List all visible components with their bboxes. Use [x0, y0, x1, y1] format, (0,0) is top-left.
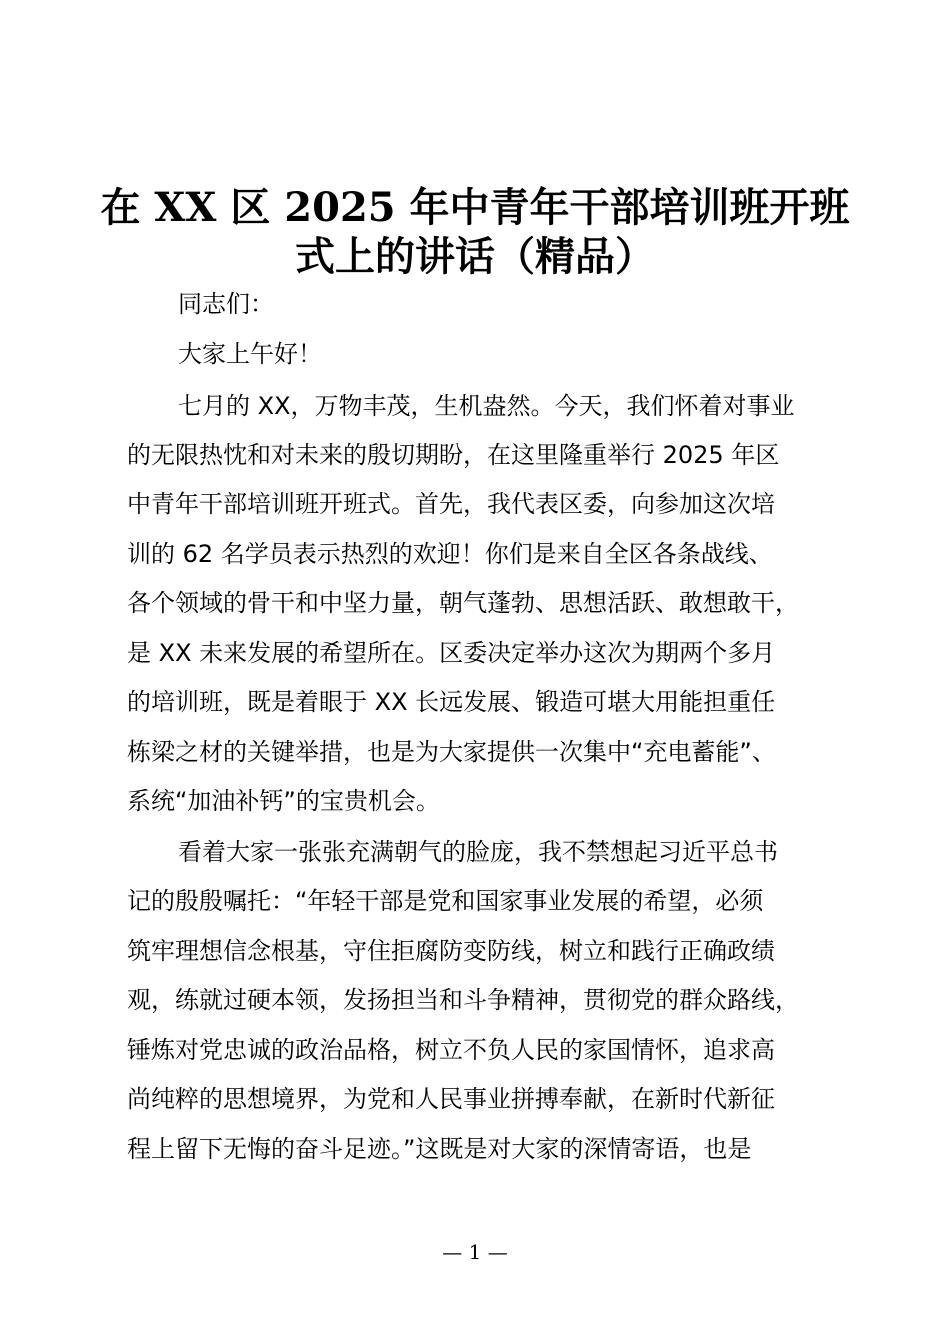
paragraph-2-line-7: 程上留下无悔的奋斗足迹。”这既是对大家的深情寄语，也是: [127, 1135, 752, 1163]
paragraph-2-line-6: 尚纯粹的思想境界，为党和人民事业拼搏奉献，在新时代新征: [127, 1085, 775, 1113]
document-title-line-2: 式上的讲话（精品）: [295, 233, 655, 280]
paragraph-2-line-3: 筑牢理想信念根基，守住拒腐防变防线，树立和践行正确政绩: [127, 937, 775, 965]
paragraph-1-line-1: 七月的 XX，万物丰茂，生机盎然。今天，我们怀着对事业: [178, 392, 795, 420]
paragraph-1-line-9: 系统“加油补钙”的宝贵机会。: [127, 787, 440, 815]
paragraph-2-line-5: 锤炼对党忠诚的政治品格，树立不负人民的家国情怀，追求高: [127, 1036, 775, 1064]
document-title-line-1: 在 XX 区 2025 年中青年干部培训班开班: [100, 184, 850, 231]
paragraph-1-line-5: 各个领域的骨干和中坚力量，朝气蓬勃、思想活跃、敢想敢干，: [127, 589, 799, 617]
paragraph-1-line-7: 的培训班，既是着眼于 XX 长远发展、锻造可堪大用能担重任: [127, 688, 776, 716]
paragraph-1-line-2: 的无限热忱和对未来的殷切期盼，在这里隆重举行 2025 年区: [127, 441, 780, 469]
paragraph-1-line-8: 栋梁之材的关键举措，也是为大家提供一次集中“充电蓄能”、: [127, 738, 776, 766]
paragraph-1-line-4: 训的 62 名学员表示热烈的欢迎！你们是来自全区各条战线、: [127, 540, 773, 568]
paragraph-2-line-1: 看着大家一张张充满朝气的脸庞，我不禁想起习近平总书: [178, 838, 778, 866]
paragraph-1-line-3: 中青年干部培训班开班式。首先，我代表区委，向参加这次培: [127, 490, 775, 518]
paragraph-2-line-4: 观，练就过硬本领，发扬担当和斗争精神，贯彻党的群众路线，: [127, 986, 799, 1014]
paragraph-2-line-2: 记的殷殷嘱托：“年轻干部是党和国家事业发展的希望，必须: [127, 887, 764, 915]
greeting: 大家上午好！: [178, 340, 322, 368]
page-number: — 1 —: [442, 1240, 508, 1264]
salutation: 同志们：: [178, 290, 274, 318]
paragraph-1-line-6: 是 XX 未来发展的希望所在。区委决定举办这次为期两个多月: [127, 639, 776, 667]
